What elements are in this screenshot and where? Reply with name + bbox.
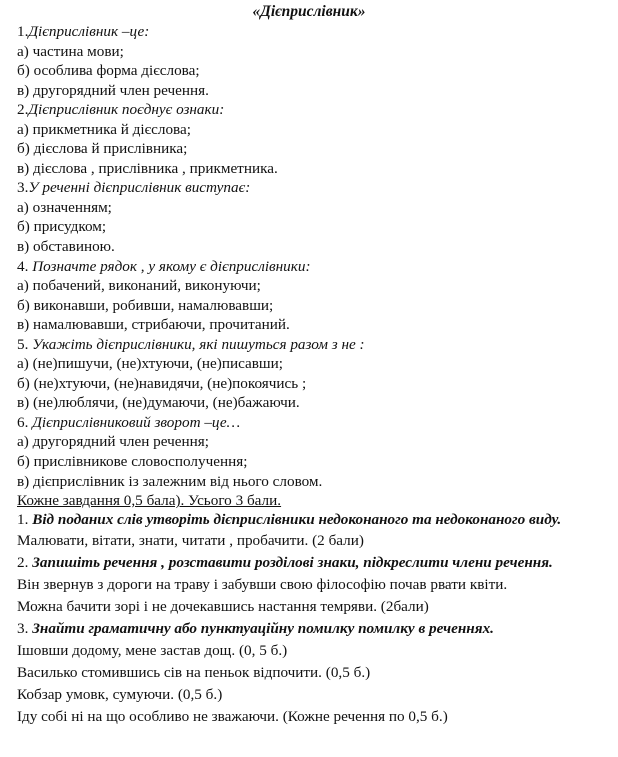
question-2 (17, 100, 597, 120)
task-3 (17, 618, 597, 640)
page-title: «Дієприслівник» (252, 3, 366, 20)
task-number: 3. (17, 619, 33, 637)
task-3-sentence: Іду собі ні на що особливо не зважаючи. (Кожне речення по 0,5 б.) (17, 707, 448, 725)
task-2 (17, 552, 597, 574)
task-1-words: Малювати, вітати, знати, читати , пробачити. (2 бали) (17, 531, 364, 549)
task-text: Знайти граматичну або пунктуаційну помилку помилку в реченнях. (32, 619, 494, 637)
question-number: 2. (17, 101, 29, 119)
answer-option: в) (не)люблячи, (не)думаючи, (не)бажаючи. (17, 394, 300, 412)
task-number: 1. (17, 510, 33, 528)
answer-option: б) дієслова й прислівника; (17, 140, 188, 158)
task-2-sentence: Можна бачити зорі і не дочекавшись настання темряви. (2бали) (17, 597, 429, 615)
question-number: 5. (17, 335, 33, 353)
question-text: У реченні дієприслівник виступає: (28, 179, 251, 197)
task-number: 2. (17, 553, 33, 571)
task-3-sentence: Василько стомившись сів на пеньок відпочити. (0,5 б.) (17, 663, 371, 681)
question-text: Позначте рядок , у якому є дієприслівники: (32, 257, 311, 275)
task-3-sentence: Кобзар умовк, сумуючи. (0,5 б.) (17, 685, 223, 703)
question-number: 3. (17, 179, 29, 197)
task-3-sentence: Ішовши додому, мене застав дощ. (0, 5 б.) (17, 641, 288, 659)
question-6 (17, 413, 597, 433)
question-number: 6. (17, 413, 33, 431)
question-text: Дієприслівник поєднує ознаки: (28, 101, 225, 119)
answer-option: в) дієслова , прислівника , прикметника. (17, 159, 278, 177)
question-3 (17, 178, 597, 198)
worksheet-content (17, 22, 597, 728)
question-5 (17, 335, 597, 355)
answer-option: а) означенням; (17, 198, 112, 216)
task-1 (17, 511, 597, 530)
question-1 (17, 22, 597, 42)
answer-option: б) особлива форма дієслова; (17, 62, 200, 80)
answer-option: а) другорядний член речення; (17, 433, 209, 451)
task-2-sentence: Він звернув з дороги на траву і забувши свою філософію почав рвати квіти. (17, 575, 508, 593)
answer-option: а) прикметника й дієслова; (17, 120, 191, 138)
answer-option: в) обставиною. (17, 238, 115, 256)
question-4 (17, 257, 597, 277)
question-number: 1. (17, 23, 29, 40)
scoring-note: Кожне завдання 0,5 бала). Усього 3 бали. (17, 492, 282, 510)
answer-option: в) другорядний член речення. (17, 81, 209, 99)
answer-option: в) дієприслівник із залежним від нього словом. (17, 472, 323, 490)
answer-option: а) (не)пишучи, (не)хтуючи, (не)писавши; (17, 355, 283, 373)
answer-option: б) виконавши, робивши, намалювавши; (17, 296, 274, 314)
answer-option: в) намалювавши, стрибаючи, прочитаний. (17, 316, 290, 334)
question-text: Дієприслівник –це: (28, 23, 150, 40)
answer-option: а) побачений, виконаний, виконуючи; (17, 277, 261, 295)
answer-option: б) присудком; (17, 218, 107, 236)
answer-option: б) (не)хтуючи, (не)навидячи, (не)покоячись ; (17, 374, 307, 392)
answer-option: а) частина мови; (17, 42, 124, 60)
question-text: Дієприслівниковий зворот –це… (32, 413, 241, 431)
question-number: 4. (17, 257, 33, 275)
task-text: Від поданих слів утворіть дієприслівники недоконаного та недоконаного виду. (32, 510, 562, 528)
answer-option: б) прислівникове словосполучення; (17, 453, 248, 471)
question-text: Укажіть дієприслівники, які пишуться разом з не : (32, 335, 365, 353)
task-text: Запишіть речення , розставити розділові знаки, підкреслити члени речення. (32, 553, 553, 571)
